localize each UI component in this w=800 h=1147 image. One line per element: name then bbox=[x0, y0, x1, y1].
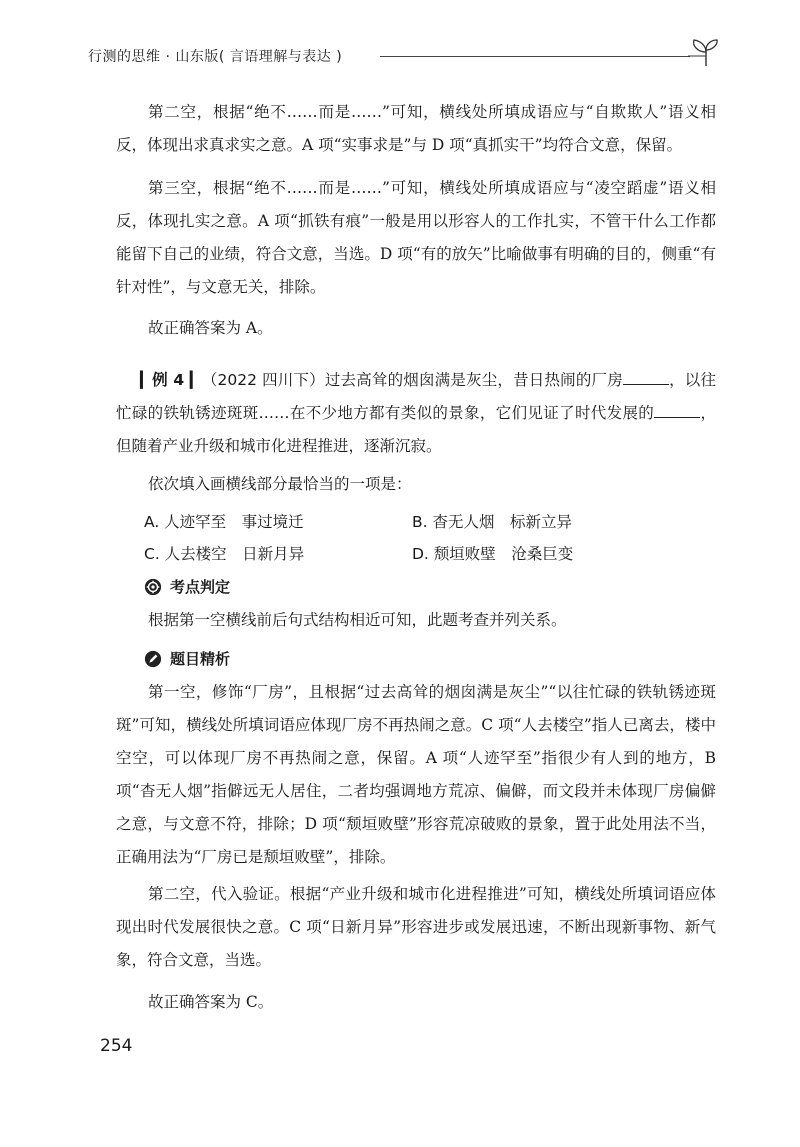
header-title: 行测的思维 · 山东版( 言语理解与表达 ) bbox=[88, 49, 343, 65]
section-title-jingxi: 题目精析 bbox=[170, 650, 231, 668]
header-rule bbox=[380, 56, 690, 57]
gear-icon bbox=[144, 578, 162, 596]
jingxi-answer-line: 故正确答案为 C。 bbox=[148, 993, 274, 1011]
analysis-paragraph-2: 第二空，根据“绝不……而是……”可知，横线处所填成语应与“自欺欺人”语义相反，体现出求真求实之意。A 项“实事求是”与 D 项“真抓实干”均符合文意，保留。 bbox=[116, 103, 716, 154]
section-heading-jingxi bbox=[144, 648, 230, 669]
question-stem bbox=[116, 364, 716, 463]
kaodian-text: 根据第一空横线前后句式结构相近可知，此题考查并列关系。 bbox=[148, 611, 567, 629]
option-b: B. 杳无人烟 标新立异 bbox=[412, 513, 572, 531]
answer-blank-1 bbox=[623, 370, 669, 385]
option-c: C. 人去楼空 日新月异 bbox=[144, 545, 305, 563]
option-a: A. 人迹罕至 事过境迁 bbox=[144, 513, 304, 531]
question-stem-part1: （2022 四川下）过去高耸的烟囱满是灰尘，昔日热闹的厂房 bbox=[201, 371, 623, 389]
running-header bbox=[88, 38, 728, 78]
analysis-paragraph-3: 第三空，根据“绝不……而是……”可知，横线处所填成语应与“凌空蹈虚”语义相反，体现扎实之意。A 项“抓铁有痕”一般是用以形容人的工作扎实，不管干什么工作都能留下自己的业绩，符合文意，当选。D 项“有的放矢”比喻做事有明确的目的，侧重“有针对性”，与文意无关，排除。 bbox=[116, 179, 716, 296]
question-tag: ▎例 4 ▎ bbox=[140, 371, 202, 389]
section-title-kaodian: 考点判定 bbox=[170, 578, 231, 596]
section-heading-kaodian bbox=[144, 576, 230, 597]
question-stem-part2: ，以往忙碌的铁轨锈迹斑斑……在不少地方都有类似的景象，它们见证了时代发展的 bbox=[116, 371, 716, 422]
page-number: 254 bbox=[100, 1036, 133, 1056]
jingxi-paragraph-1: 第一空，修饰“厂房”，且根据“过去高耸的烟囱满是灰尘”“以往忙碌的铁轨锈迹斑斑”可知，横线处所填词语应体现厂房不再热闹之意。C 项“人去楼空”指人已离去，楼中空空，可以体现厂房不再热闹之意，保留。A 项“人迹罕至”指很少有人到的地方，B 项“杳无人烟”指僻远无人居住，二者均强调地方荒凉、偏僻，而文段并未体现厂房偏僻之意，与文意不符，排除；D 项“颓垣败壁”形容荒凉破败的景象，置于此处用法不当，正确用法为“厂房已是颓垣败壁”，排除。 bbox=[116, 683, 716, 866]
sprout-icon bbox=[686, 38, 726, 68]
question-stem-part3: ，但随着产业升级和城市化进程推进，逐渐沉寂。 bbox=[116, 404, 716, 455]
pencil-icon bbox=[144, 650, 162, 668]
question-prompt: 依次填入画横线部分最恰当的一项是： bbox=[148, 475, 412, 493]
option-d: D. 颓垣败壁 沧桑巨变 bbox=[412, 545, 574, 563]
answer-line: 故正确答案为 A。 bbox=[148, 319, 273, 337]
jingxi-paragraph-2: 第二空，代入验证。根据“产业升级和城市化进程推进”可知，横线处所填词语应体现出时代发展很快之意。C 项“日新月异”形容进步或发展迅速，不断出现新事物、新气象，符合文意，当选。 bbox=[116, 885, 716, 969]
answer-blank-2 bbox=[654, 403, 700, 418]
